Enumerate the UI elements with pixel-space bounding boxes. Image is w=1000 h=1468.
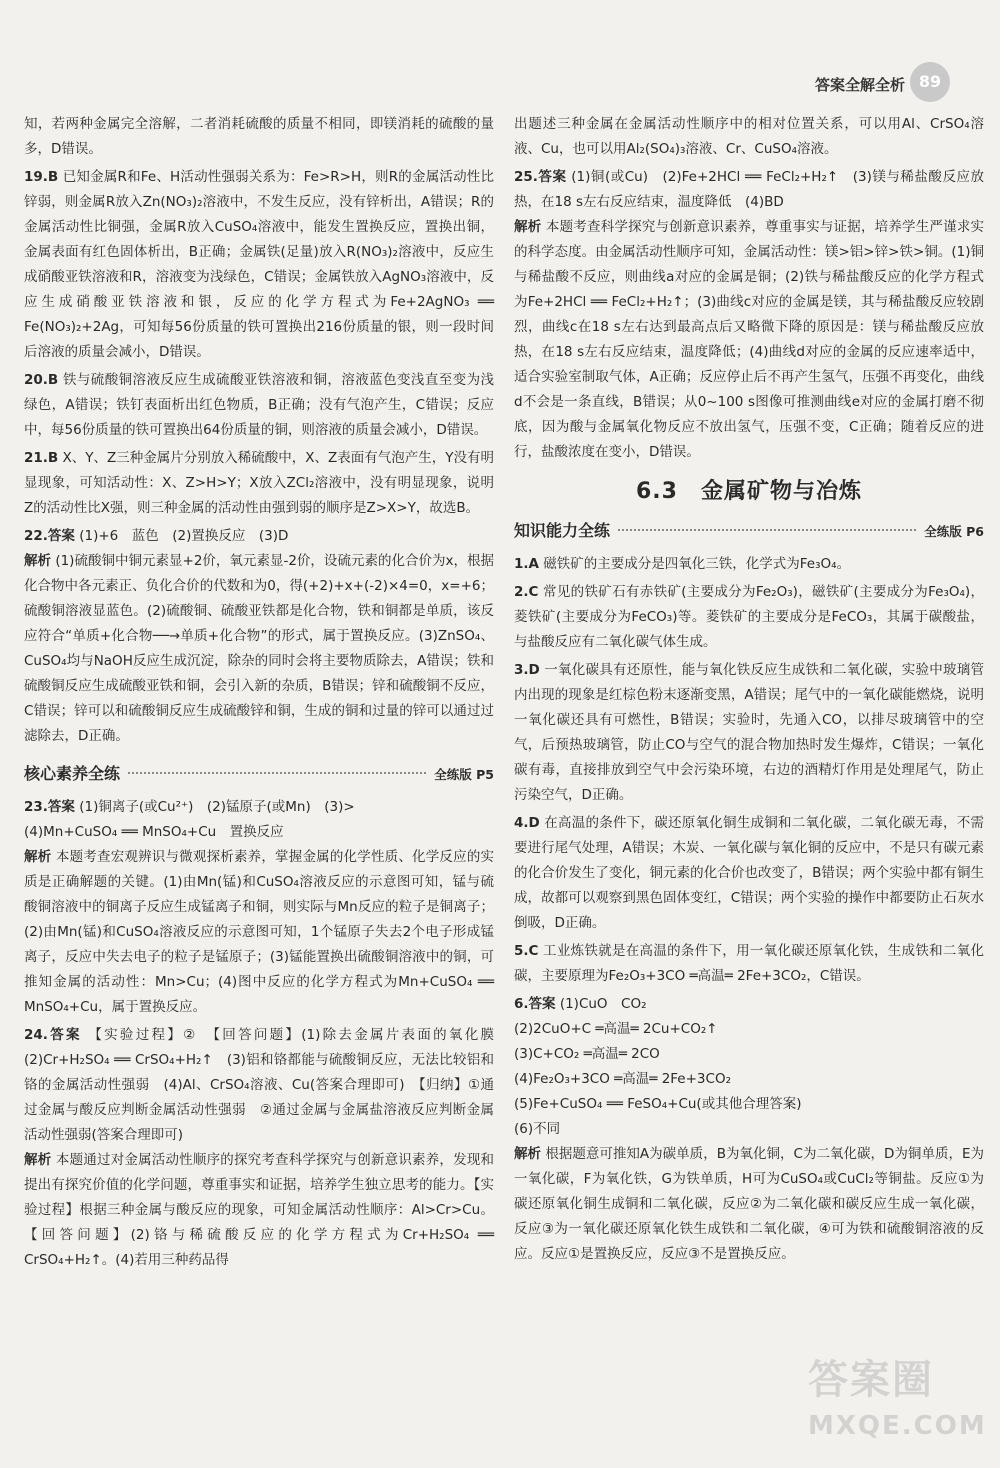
question-number: 3.D bbox=[514, 662, 540, 678]
analysis bbox=[24, 1148, 494, 1273]
section-title: 知识能力全练 bbox=[514, 521, 611, 540]
analysis-label: 解析 bbox=[24, 849, 52, 865]
section-header-knowledge bbox=[514, 518, 984, 544]
analysis-label: 解析 bbox=[514, 1146, 542, 1162]
question-5 bbox=[514, 939, 984, 989]
question-3 bbox=[514, 658, 984, 808]
analysis bbox=[24, 845, 494, 1020]
question-text: X、Y、Z三种金属片分别放入稀硫酸中，X、Z表面有气泡产生，Y没有明显现象，可知活动性：X、Z>H>Y；X放入ZCl₂溶液中，没有明显现象，说明Z的活动性比X强，则三种金属的活动性由强到弱的顺序是Z>X>Y，故选B。 bbox=[24, 450, 495, 516]
question-number: 20.B bbox=[24, 372, 59, 388]
chapter-title: 6.3 金属矿物与冶炼 bbox=[636, 479, 862, 504]
left-column bbox=[24, 112, 508, 1276]
question-text: 常见的铁矿石有赤铁矿(主要成分为Fe₂O₃)，磁铁矿(主要成分为Fe₃O₄)，菱铁矿(主要成分为FeCO₃)等。菱铁矿的主要成分是FeCO₃，其属于碳酸盐，与盐酸反应有二氧化碳气体生成。 bbox=[514, 584, 984, 650]
question-4 bbox=[514, 811, 984, 936]
dotted-leader bbox=[128, 772, 426, 774]
question-2 bbox=[514, 580, 984, 655]
analysis-text: 本题通过对金属活动性顺序的探究考查科学探究与创新意识素养，发现和提出有探究价值的化学问题，尊重事实和证据，培养学生独立思考的能力。【实验过程】根据三种金属与酸反应的现象，可知金属活动性顺序：Al>Cr>Cu。【回答问题】(2)铬与稀硫酸反应的化学方程式为Cr+H₂SO₄ ══ CrSO₄+H₂↑。(4)若用三种药品得 bbox=[24, 1152, 495, 1268]
question-6 bbox=[514, 992, 984, 1267]
question-number: 4.D bbox=[514, 815, 540, 831]
section-title: 核心素养全练 bbox=[24, 764, 121, 783]
answer-text: 【实验过程】② 【回答问题】(1)除去金属片表面的氧化膜 (2)Cr+H₂SO₄ ══ CrSO₄+H₂↑ (3)铝和铬都能与硫酸铜反应，无法比较铝和铬的金属活动性强弱 (4)Al、CrSO₄溶液、Cu(答案合理即可) 【归纳】①通过金属与酸反应判断金属活动性强弱 ②通过金属与金属盐溶液反应判断金属活动性强弱(答案合理即可) bbox=[24, 1027, 508, 1143]
question-number: 23.答案 bbox=[24, 799, 75, 815]
dotted-leader bbox=[618, 529, 916, 531]
question-19 bbox=[24, 165, 494, 365]
answer-text: (1)+6 蓝色 (2)置换反应 (3)D bbox=[79, 528, 289, 544]
paragraph-text: 出题述三种金属在金属活动性顺序中的相对位置关系，可以用Al、CrSO₄溶液、Cu，也可以用Al₂(SO₄)₃溶液、Cr、CuSO₄溶液。 bbox=[514, 116, 984, 157]
paragraph-text: 知，若两种金属完全溶解，二者消耗硫酸的质量不相同，即镁消耗的硫酸的量多，D错误。 bbox=[24, 116, 494, 157]
answer-line-1: (1)CuO CO₂ bbox=[559, 996, 647, 1012]
section-header-core bbox=[24, 761, 494, 787]
answer-line-3: (3)C+CO₂ ═高温═ 2CO bbox=[514, 1046, 660, 1062]
question-23 bbox=[24, 795, 494, 1020]
left-continuation bbox=[24, 112, 494, 162]
watermark-bottom-text: MXQE.COM bbox=[808, 1411, 987, 1441]
question-21 bbox=[24, 446, 494, 521]
question-number: 6.答案 bbox=[514, 996, 556, 1012]
question-text: 磁铁矿的主要成分是四氧化三铁，化学式为Fe₃O₄。 bbox=[543, 556, 851, 572]
question-22 bbox=[24, 524, 494, 749]
question-20 bbox=[24, 368, 494, 443]
question-number: 1.A bbox=[514, 556, 539, 572]
question-number: 25.答案 bbox=[514, 169, 567, 185]
section-ref: 全练版 P5 bbox=[434, 767, 494, 782]
analysis-text: 本题考查科学探究与创新意识素养，尊重事实与证据，培养学生严谨求实的科学态度。由金属活动性顺序可知，金属活动性：镁>铝>锌>铁>铜。(1)铜与稀盐酸不反应，则曲线a对应的金属是铜；(2)铁与稀盐酸反应的化学方程式为Fe+2HCl ══ FeCl₂+H₂↑；(3)曲线c对应的金属是镁，其与稀盐酸反应较剧烈，曲线c在18 s左右达到最高点后又略微下降的原因是：镁与稀盐酸反应放热，在18 s左右反应结束，温度降低；(4)曲线d对应的金属的反应速率适中，适合实验室制取气体，A正确；反应停止后不再产生氢气，压强不再变化，曲线d不会是一条直线，B错误；从0~100 s图像可推测曲线e对应的金属打磨不彻底，因为酸与金属氧化物反应不放出氢气，压强不变，C正确；随着反应的进行，盐酸浓度在变小，D错误。 bbox=[514, 219, 985, 460]
question-text: 在高温的条件下，碳还原氧化铜生成铜和二氧化碳，二氧化碳无毒，不需要进行尾气处理，A错误；木炭、一氧化碳与氧化铜的反应中，不是只有碳元素的化合价发生了变化，铜元素的化合价也改变了，B错误；两个实验中都有铜生成，故都可以观察到黑色固体变红，C错误；两个实验的操作中都要防止石灰水倒吸，D正确。 bbox=[514, 815, 984, 931]
question-1 bbox=[514, 552, 984, 577]
question-24 bbox=[24, 1023, 508, 1273]
watermark-top-text: 答案圈 bbox=[808, 1357, 934, 1403]
page-number-badge: 89 bbox=[910, 62, 950, 102]
question-number: 24.答案 bbox=[24, 1027, 82, 1043]
answer-text-2: (4)Mn+CuSO₄ ══ MnSO₄+Cu 置换反应 bbox=[24, 824, 284, 840]
answer-line-5: (5)Fe+CuSO₄ ══ FeSO₄+Cu(或其他合理答案) bbox=[514, 1096, 802, 1112]
question-number: 21.B bbox=[24, 450, 59, 466]
analysis bbox=[24, 549, 494, 749]
question-text: 工业炼铁就是在高温的条件下，用一氧化碳还原氧化铁，生成铁和二氧化碳，主要原理为Fe₂O₃+3CO ═高温═ 2Fe+3CO₂，C错误。 bbox=[514, 943, 985, 984]
question-number: 19.B bbox=[24, 169, 59, 185]
question-25 bbox=[514, 165, 984, 465]
answer-line-2: (2)2CuO+C ═高温═ 2Cu+CO₂↑ bbox=[514, 1021, 718, 1037]
analysis-label: 解析 bbox=[24, 1152, 52, 1168]
answer-text: (1)铜(或Cu) (2)Fe+2HCl ══ FeCl₂+H₂↑ (3)镁与稀盐酸反应放热，在18 s左右反应结束，温度降低 (4)BD bbox=[514, 169, 984, 210]
analysis bbox=[514, 1142, 984, 1267]
page-header bbox=[0, 0, 1000, 112]
answer-line-4: (4)Fe₂O₃+3CO ═高温═ 2Fe+3CO₂ bbox=[514, 1071, 731, 1087]
question-number: 5.C bbox=[514, 943, 539, 959]
analysis-label: 解析 bbox=[514, 219, 542, 235]
question-text: 已知金属R和Fe、H活动性强弱关系为：Fe>R>H，则R的金属活动性比锌弱，则金属R放入Zn(NO₃)₂溶液中，不发生反应，没有锌析出，A错误；R的金属活动性比铜强，金属R放入CuSO₄溶液中，能发生置换反应，置换出铜，金属表面有红色固体析出，B正确；金属铁(足量)放入R(NO₃)₂溶液中，反应生成硝酸亚铁溶液和R，溶液变为浅绿色，C错误；金属铁放入AgNO₃溶液中，反应生成硝酸亚铁溶液和银，反应的化学方程式为Fe+2AgNO₃ ══ Fe(NO₃)₂+2Ag，可知每56份质量的铁可置换出216份质量的银，则一段时间后溶液的质量会减小，D错误。 bbox=[24, 169, 495, 360]
analysis-label: 解析 bbox=[24, 553, 52, 569]
right-column bbox=[514, 112, 984, 1270]
question-number: 2.C bbox=[514, 584, 539, 600]
question-text: 铁与硫酸铜溶液反应生成硫酸亚铁溶液和铜，溶液蓝色变浅直至变为浅绿色，A错误；铁钉表面析出红色物质，B正确；没有气泡产生，C错误；反应中，每56份质量的铁可置换出64份质量的铜，则溶液的质量会减小，D错误。 bbox=[24, 372, 495, 438]
answer-line-6: (6)不同 bbox=[514, 1121, 561, 1137]
analysis-text: 根据题意可推知A为碳单质，B为氧化铜，C为二氧化碳，D为铜单质，E为一氧化碳，F为氧化铁，G为铁单质，H可为CuSO₄或CuCl₂等铜盐。反应①为碳还原氧化铜生成铜和二氧化碳，反应②为二氧化碳和碳反应生成一氧化碳，反应③为一氧化碳还原氧化铁生成铁和二氧化碳，④可为铁和硫酸铜溶液的反应。反应①是置换反应，反应③不是置换反应。 bbox=[514, 1146, 985, 1262]
analysis-text: (1)硫酸铜中铜元素显+2价，氧元素显-2价，设硫元素的化合价为x，根据化合物中各元素正、负化合价的代数和为0，得(+2)+x+(-2)×4=0，x=+6；硫酸铜溶液显蓝色。(2)硫酸铜、硫酸亚铁都是化合物，铁和铜都是单质，该反应符合“单质+化合物──→单质+化合物”的形式，属于置换反应。(3)ZnSO₄、CuSO₄均与NaOH反应生成沉淀，除杂的同时会将主要物质除去，A错误；铁和硫酸铜反应生成硫酸亚铁和铜，会引入新的杂质，B错误；锌和硫酸铜不反应，C错误；锌可以和硫酸铜反应生成硫酸锌和铜，生成的铜和过量的锌可以通过过滤除去，D正确。 bbox=[24, 553, 494, 744]
header-title: 答案全解全析 bbox=[814, 76, 905, 94]
analysis-text: 本题考查宏观辨识与微观探析素养，掌握金属的化学性质、化学反应的实质是正确解题的关键。(1)由Mn(锰)和CuSO₄溶液反应的示意图可知，锰与硫酸铜溶液中的铜离子反应生成锰离子和铜，则实际与Mn反应的粒子是铜离子；(2)由Mn(锰)和CuSO₄溶液反应的示意图可知，1个锰原子失去2个电子形成锰离子，反应中失去电子的粒子是锰原子；(3)锰能置换出硫酸铜溶液中的铜，可推知金属的活动性：Mn>Cu；(4)图中反应的化学方程式为Mn+CuSO₄ ══ MnSO₄+Cu，属于置换反应。 bbox=[24, 849, 495, 1015]
analysis bbox=[514, 215, 984, 465]
question-text: 一氧化碳具有还原性，能与氧化铁反应生成铁和二氧化碳，实验中玻璃管内出现的现象是红棕色粉末逐渐变黑，A错误；尾气中的一氧化碳能燃烧，说明一氧化碳还具有可燃性，B错误；实验时，先通入CO，以排尽玻璃管中的空气，后预热玻璃管，防止CO与空气的混合物加热时发生爆炸，C错误；一氧化碳有毒，直接排放到空气中会污染环境，右边的酒精灯作用是处理尾气，防止污染空气，D正确。 bbox=[514, 662, 984, 803]
watermark-logo bbox=[808, 1348, 986, 1458]
right-continuation bbox=[514, 112, 984, 162]
answer-text: (1)铜离子(或Cu²⁺) (2)锰原子(或Mn) (3)> bbox=[79, 799, 355, 815]
question-number: 22.答案 bbox=[24, 528, 75, 544]
section-ref: 全练版 P6 bbox=[924, 524, 984, 539]
